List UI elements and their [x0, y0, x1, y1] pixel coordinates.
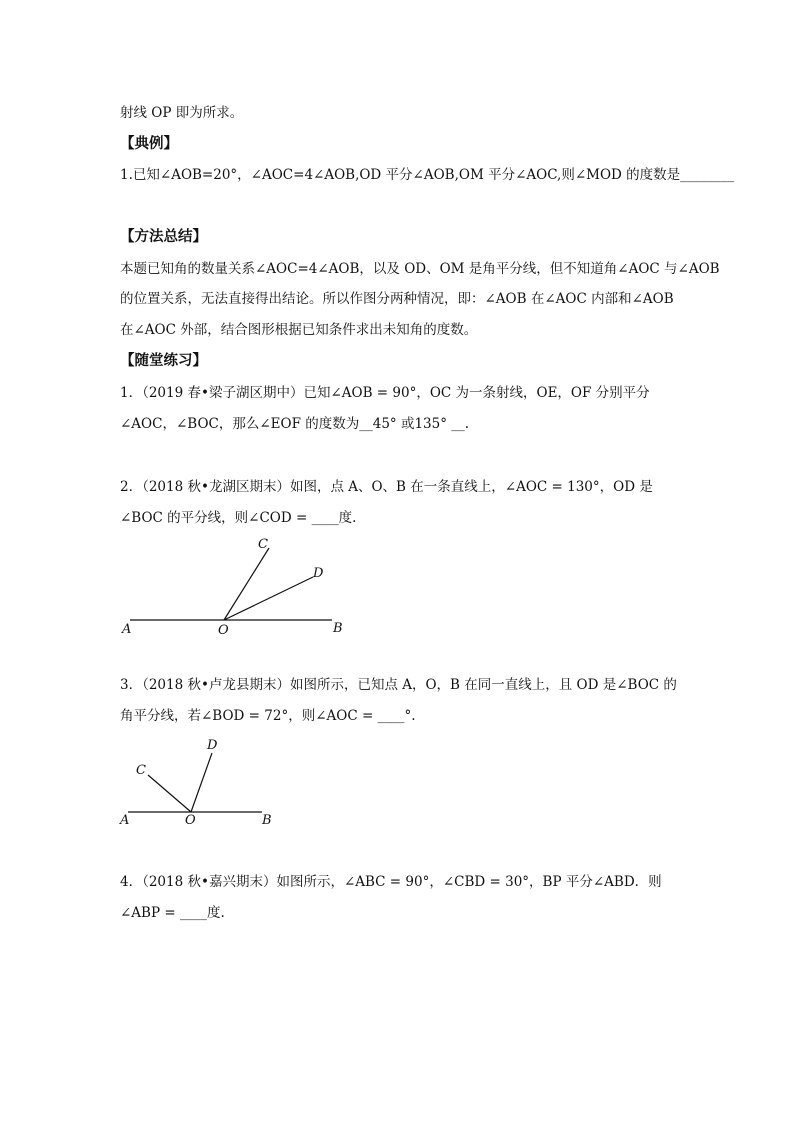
label-b: B	[262, 813, 272, 828]
label-o: O	[185, 813, 196, 828]
summary-line-2: 的位置关系，无法直接得出结论。所以作图分两种情况，即：∠AOB 在∠AOC 内部和∠AOB	[120, 291, 674, 307]
ray-oc	[148, 775, 191, 812]
label-b: B	[333, 621, 343, 636]
summary-line-1: 本题已知角的数量关系∠AOC=4∠AOB，以及 OD、OM 是角平分线，但不知道角∠AOC 与∠AOB	[120, 261, 720, 277]
label-o: O	[218, 623, 229, 638]
figure-q2-angle-diagram	[118, 532, 358, 642]
example-question-1: 1.已知∠AOB=20°，∠AOC=4∠AOB,OD 平分∠AOB,OM 平分∠AOC,则∠MOD 的度数是________	[120, 167, 735, 183]
practice-q2-line1: 2．（2018 秋•龙湖区期末）如图，点 A、O、B 在一条直线上，∠AOC = 130°，OD 是	[120, 479, 653, 495]
label-d: D	[207, 738, 218, 753]
label-d: D	[313, 566, 324, 581]
intro-line: 射线 OP 即为所求。	[120, 105, 244, 121]
practice-q1-line2: ∠AOC，∠BOC，那么∠EOF 的度数为__45° 或135° __.	[120, 416, 470, 432]
summary-line-3: 在∠AOC 外部，结合图形根据已知条件求出未知角的度数。	[120, 322, 478, 338]
label-a: A	[120, 813, 130, 828]
practice-q4-line1: 4．（2018 秋•嘉兴期末）如图所示，∠ABC = 90°，∠CBD = 30°，BP 平分∠ABD．则	[120, 874, 662, 890]
practice-heading: 【随堂练习】	[120, 352, 207, 369]
ray-od	[191, 753, 212, 812]
label-a: A	[122, 622, 132, 637]
figure-q3-angle-diagram	[112, 733, 282, 833]
label-c: C	[258, 537, 268, 552]
practice-q3-line2: 角平分线，若∠BOD = 72°，则∠AOC = ____°.	[120, 708, 416, 724]
example-heading: 【典例】	[120, 135, 178, 152]
practice-q2-line2: ∠BOC 的平分线，则∠COD = ____度.	[120, 510, 357, 526]
practice-q1-line1: 1．（2019 春•梁子湖区期中）已知∠AOB = 90°，OC 为一条射线，OE，OF 分别平分	[120, 385, 650, 401]
practice-q4-line2: ∠ABP = ____度.	[120, 905, 225, 921]
practice-q3-line1: 3．（2018 秋•卢龙县期末）如图所示，已知点 A，O，B 在同一直线上，且 OD 是∠BOC 的	[120, 677, 677, 693]
summary-heading: 【方法总结】	[120, 228, 207, 245]
label-c: C	[136, 763, 146, 778]
